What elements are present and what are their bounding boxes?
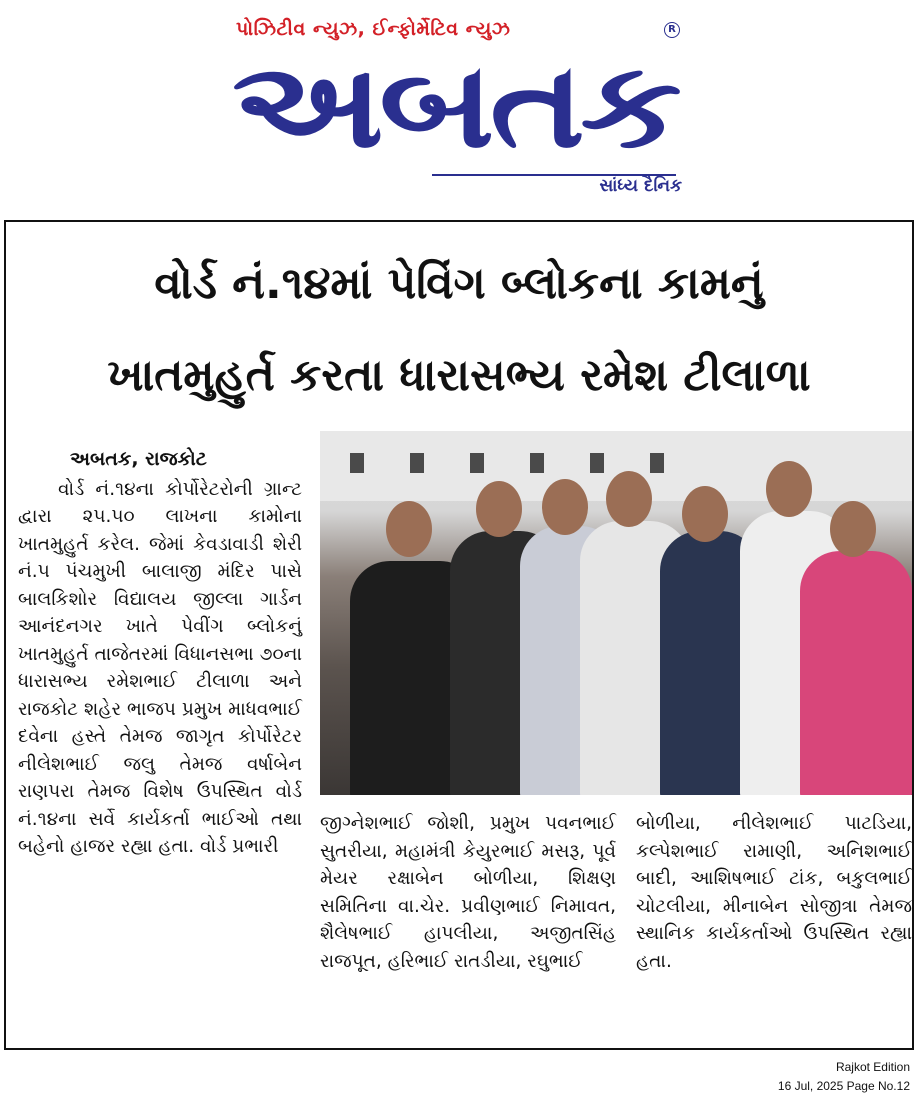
- photo-window: [470, 453, 484, 473]
- photo-person-head: [476, 481, 522, 537]
- photo-person-head: [542, 479, 588, 535]
- article-column-1: [18, 446, 302, 861]
- edition-type: સાંધ્ય દૈનિક: [599, 176, 682, 196]
- photo-person-head: [386, 501, 432, 557]
- edition-label: Rajkot Edition: [835, 1060, 910, 1074]
- headline-line-1: વોર્ડ નં.૧૪માં પેવિંગ બ્લોકના કામનું: [154, 258, 764, 309]
- masthead: [0, 0, 920, 215]
- column-2-text: જીગ્નેશભાઈ જોશી, પ્રમુખ પવનભાઈ સુતરીયા, મહામંત્રી કેયુરભાઈ મસરૂ, પૂર્વ મેયર રક્ષાબેન બોળીયા, શિક્ષણ સમિતિના વા.ચેર. પ્રવીણભાઈ નિમાવત, શૈલેષભાઈ હાપલીયા, અજીતસિંહ રાજપૂત, હરિભાઈ રાતડીયા, રઘુભાઈ: [320, 813, 616, 972]
- photo-window: [410, 453, 424, 473]
- page-footer: [710, 1058, 910, 1096]
- newspaper-logo: અબતક: [232, 36, 678, 174]
- photo-window: [650, 453, 664, 473]
- photo-window: [530, 453, 544, 473]
- article-column-3: [636, 810, 912, 975]
- photo-person-head: [766, 461, 812, 517]
- headline-line-2: ખાતમુહુર્ત કરતા ધારાસભ્ય રમેશ ટીલાળા: [107, 350, 811, 401]
- article: [4, 220, 914, 1050]
- article-headline: [14, 238, 904, 422]
- photo-person-head: [682, 486, 728, 542]
- registered-mark-icon: R: [664, 22, 680, 38]
- article-column-2: [320, 810, 616, 975]
- photo-person: [800, 551, 912, 795]
- date-page-label: 16 Jul, 2025 Page No.12: [777, 1079, 910, 1093]
- tagline: પોઝિટીવ ન્યુઝ, ઈન્ફોર્મેટિવ ન્યુઝ: [236, 18, 511, 40]
- article-photo: [320, 431, 912, 795]
- column-3-text: બોળીયા, નીલેશભાઈ પાટડિયા, કલ્પેશભાઈ રામાણી, અનિશભાઈ બાદી, આશિષભાઈ ટાંક, બકુલભાઈ ચોટલીયા, મીનાબેન સોજીત્રા તેમજ સ્થાનિક કાર્યકર્તાઓ ઉપસ્થિત રહ્યા હતા.: [636, 813, 912, 972]
- photo-window: [590, 453, 604, 473]
- dateline: અબતક, રાજકોટ: [70, 448, 207, 470]
- photo-window: [350, 453, 364, 473]
- column-1-text: વોર્ડ નં.૧૪ના કોર્પોરેટરોની ગ્રાન્ટ દ્વારા ૨૫.૫૦ લાખના કામોના ખાતમુહુર્ત કરેલ. જેમાં કેવડાવાડી શેરી નં.૫ પંચમુખી બાલાજી મંદિર પાસે બાલકિશોર વિદ્યાલય જીલ્લા ગાર્ડન આનંદનગર ખાતે પેવીંગ બ્લોકનું ખાતમુહુર્ત તાજેતરમાં વિધાનસભા ૭૦ના ધારાસભ્ય રમેશભાઈ ટીલાળા અને રાજકોટ શહેર ભાજપ પ્રમુખ માધવભાઈ દવેના હસ્તે તેમજ જાગૃત કોર્પોરેટર નીલેશભાઈ જલુ તેમજ વર્ષાબેન રાણપરા તેમજ વિશેષ ઉપસ્થિત વોર્ડ નં.૧૪ના સર્વે કાર્યકર્તા ભાઈઓ તથા બહેનો હાજર રહ્યા હતા. વોર્ડ પ્રભારી: [18, 478, 302, 857]
- photo-person-head: [830, 501, 876, 557]
- photo-person-head: [606, 471, 652, 527]
